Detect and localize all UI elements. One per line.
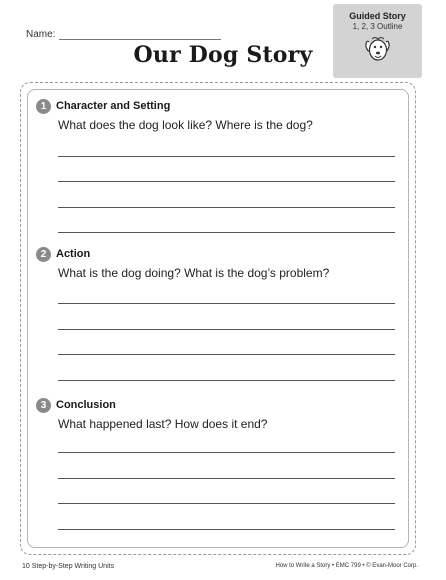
step-number-badge: 2 xyxy=(36,247,51,262)
writing-line[interactable] xyxy=(58,232,395,233)
writing-line[interactable] xyxy=(58,207,395,208)
section-heading: Action xyxy=(56,248,91,260)
writing-line[interactable] xyxy=(58,181,395,182)
step-number-badge: 3 xyxy=(36,398,51,413)
step-number-badge: 1 xyxy=(36,99,51,114)
section-question: What is the dog doing? What is the dog’s problem? xyxy=(58,266,330,280)
name-write-line[interactable] xyxy=(59,30,221,40)
tab-subtitle: 1, 2, 3 Outline xyxy=(352,22,403,31)
writing-line[interactable] xyxy=(58,303,395,304)
writing-line[interactable] xyxy=(58,329,395,330)
tab-title: Guided Story xyxy=(349,11,406,21)
name-label: Name: xyxy=(26,29,56,40)
section-heading: Character and Setting xyxy=(56,100,171,112)
footer-page-label: 10 Step-by-Step Writing Units xyxy=(22,563,115,570)
writing-line[interactable] xyxy=(58,156,395,157)
footer-copyright: How to Write a Story • EMC 799 • © Evan-Moor Corp. xyxy=(275,563,418,569)
writing-line[interactable] xyxy=(58,478,395,479)
inner-border xyxy=(27,89,409,548)
writing-line[interactable] xyxy=(58,529,395,530)
writing-line[interactable] xyxy=(58,354,395,355)
section-question: What does the dog look like? Where is the dog? xyxy=(58,118,313,132)
writing-line[interactable] xyxy=(58,452,395,453)
section-heading: Conclusion xyxy=(56,399,116,411)
name-field xyxy=(26,29,221,40)
page-title: Our Dog Story xyxy=(133,42,313,68)
writing-line[interactable] xyxy=(58,380,395,381)
section-question: What happened last? How does it end? xyxy=(58,417,268,431)
writing-line[interactable] xyxy=(58,503,395,504)
